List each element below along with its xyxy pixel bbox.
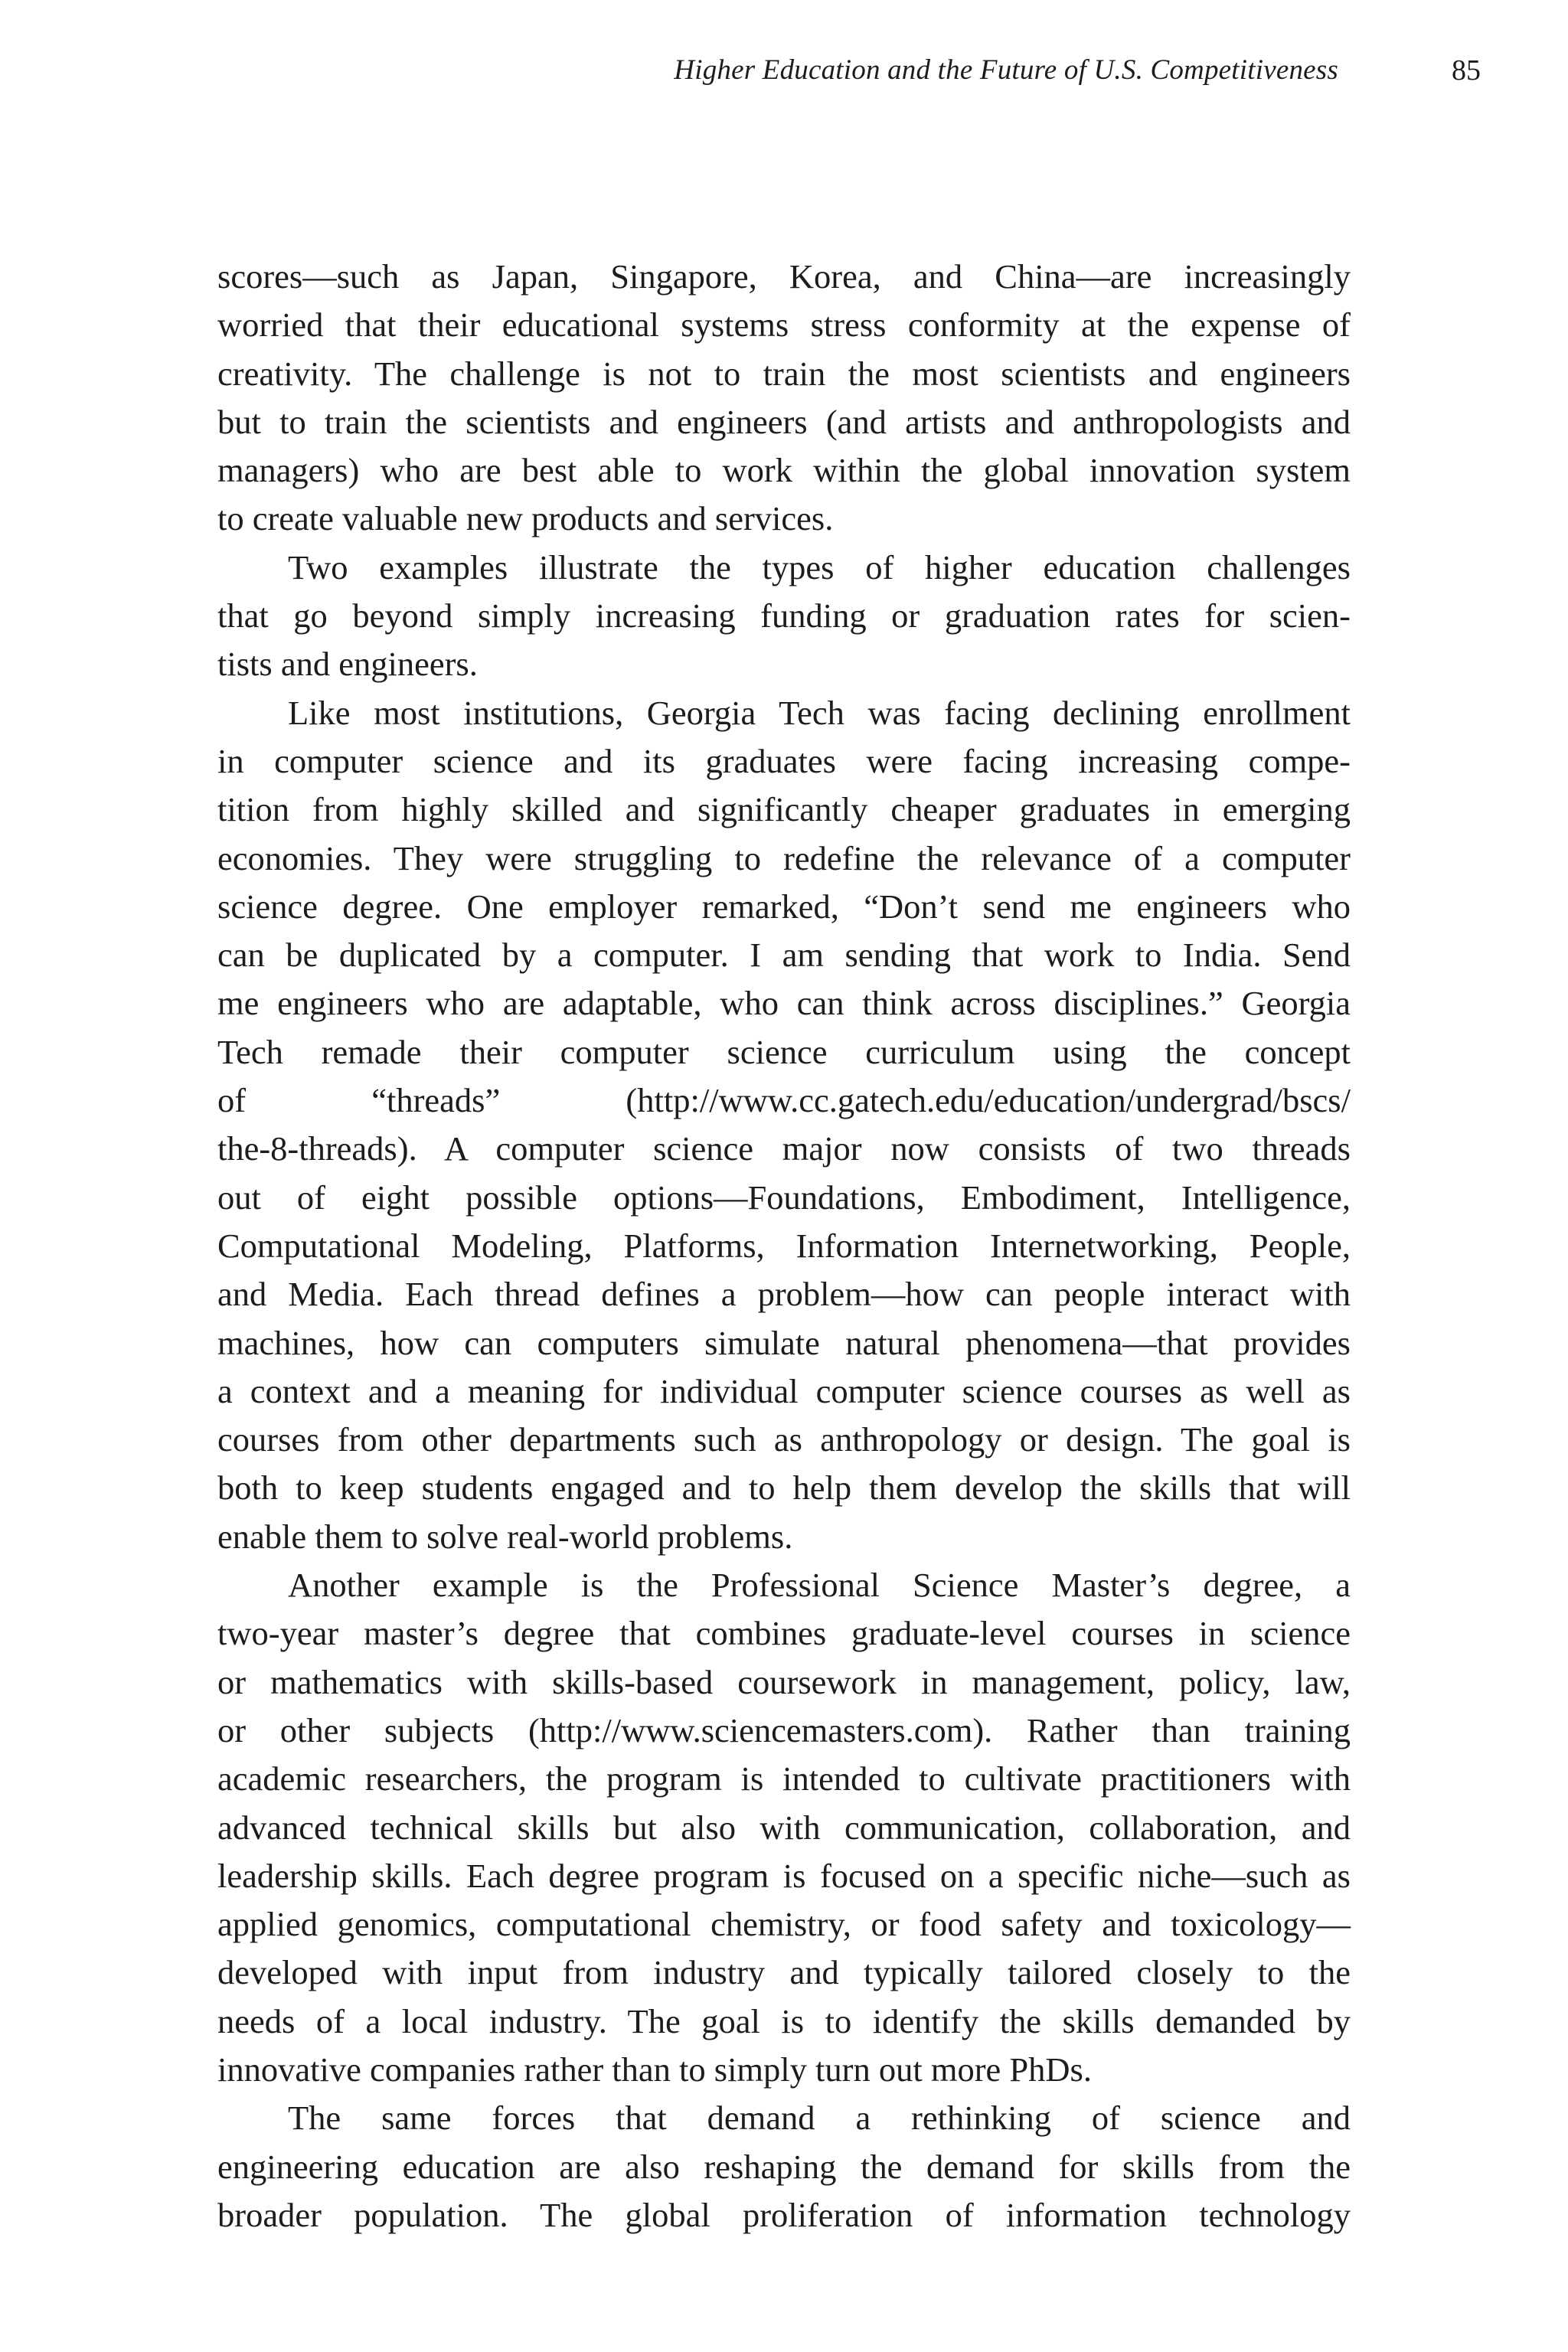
text-line: courses from other departments such as anthropology or design. The goal is: [217, 1420, 1351, 1459]
text-line: Tech remade their computer science curriculum using the concept: [217, 1032, 1351, 1071]
text-line: innovative companies rather than to simply turn out more PhDs.: [217, 2050, 1092, 2089]
text-line: science degree. One employer remarked, “Don’t send me engineers who: [217, 887, 1351, 926]
text-line: out of eight possible options—Foundations, Embodiment, Intelligence,: [217, 1178, 1351, 1217]
text-line: advanced technical skills but also with communication, collaboration, and: [217, 1808, 1351, 1847]
paragraph-2: [217, 544, 1351, 689]
text-line: or mathematics with skills-based coursework in management, policy, law,: [217, 1662, 1351, 1701]
text-line: tists and engineers.: [217, 645, 478, 684]
text-line: engineering education are also reshaping the demand for skills from the: [217, 2147, 1351, 2186]
text-line: academic researchers, the program is intended to cultivate practitioners with: [217, 1759, 1351, 1798]
text-line: Two examples illustrate the types of higher education challenges: [288, 547, 1351, 586]
text-line: can be duplicated by a computer. I am sending that work to India. Send: [217, 936, 1351, 975]
text-line: that go beyond simply increasing funding or graduation rates for scien-: [217, 596, 1351, 635]
text-line: a context and a meaning for individual computer science courses as well as: [217, 1371, 1351, 1410]
text-line: developed with input from industry and typically tailored closely to the: [217, 1953, 1351, 1992]
text-line: economies. They were struggling to redefine the relevance of a computer: [217, 838, 1351, 877]
text-line: enable them to solve real-world problems.: [217, 1517, 793, 1556]
text-line: leadership skills. Each degree program is focused on a specific niche—such as: [217, 1856, 1351, 1895]
text-line: worried that their educational systems stress conformity at the expense of: [217, 305, 1351, 345]
body-text: [217, 253, 1351, 2239]
text-line: broader population. The global proliferation of information technology: [217, 2195, 1351, 2234]
text-line: scores—such as Japan, Singapore, Korea, and China—are increasingly: [217, 257, 1351, 296]
running-title: Higher Education and the Future of U.S. Competitiveness: [674, 54, 1338, 86]
paragraph-3: [217, 689, 1351, 1561]
text-line: Like most institutions, Georgia Tech was facing declining enrollment: [288, 693, 1351, 732]
paragraph-1: [217, 253, 1351, 544]
text-line: managers) who are best able to work within the global innovation system: [217, 451, 1351, 490]
text-line: me engineers who are adaptable, who can think across disciplines.” Georgia: [217, 984, 1351, 1023]
text-line: to create valuable new products and services.: [217, 499, 834, 538]
text-line: in computer science and its graduates were facing increasing compe-: [217, 741, 1351, 780]
text-line: machines, how can computers simulate natural phenomena—that provides: [217, 1323, 1351, 1362]
text-line: but to train the scientists and engineers (and artists and anthropologists and: [217, 402, 1351, 441]
text-line: needs of a local industry. The goal is to identify the skills demanded by: [217, 2001, 1351, 2040]
text-line: tition from highly skilled and significantly cheaper graduates in emerging: [217, 790, 1351, 829]
text-line: both to keep students engaged and to help them develop the skills that will: [217, 1468, 1351, 1508]
running-head: [0, 47, 1568, 93]
paragraph-5: [217, 2094, 1351, 2239]
text-line: or other subjects (http://www.sciencemasters.com). Rather than training: [217, 1710, 1351, 1749]
text-line: The same forces that demand a rethinking of science and: [288, 2099, 1351, 2138]
text-line: two-year master’s degree that combines graduate-level courses in science: [217, 1614, 1351, 1653]
text-line: Another example is the Professional Science Master’s degree, a: [288, 1566, 1351, 1605]
text-line: creativity. The challenge is not to train the most scientists and engineers: [217, 354, 1351, 393]
text-line: the-8-threads). A computer science major now consists of two threads: [217, 1129, 1351, 1168]
text-line: Computational Modeling, Platforms, Information Internetworking, People,: [217, 1226, 1351, 1265]
page-number: 85: [1452, 54, 1481, 87]
text-line: of “threads” (http://www.cc.gatech.edu/education/undergrad/bscs/: [217, 1081, 1351, 1120]
text-line: applied genomics, computational chemistry, or food safety and toxicology—: [217, 1905, 1351, 1944]
text-line: and Media. Each thread defines a problem—how can people interact with: [217, 1275, 1351, 1314]
paragraph-4: [217, 1561, 1351, 2094]
